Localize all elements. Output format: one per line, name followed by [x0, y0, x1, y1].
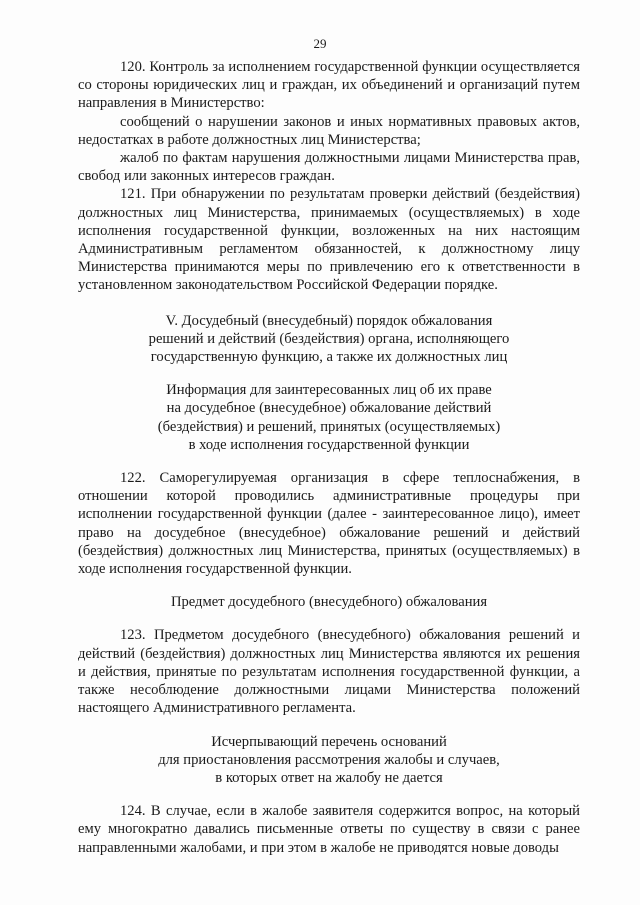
info-rights-heading: [78, 381, 580, 454]
page-number: 29: [313, 36, 327, 51]
heading-line: Информация для заинтересованных лиц об их праве: [166, 382, 492, 399]
heading-line: в которых ответ на жалобу не дается: [215, 769, 443, 786]
suspension-grounds-heading: [78, 733, 580, 788]
paragraph-120: 120. Контроль за исполнением государственной функции осуществляется со стороны юридических лиц и граждан, их объединений и организаций путем направления в Министерство:: [78, 59, 580, 112]
section-v-heading: [78, 312, 580, 367]
heading-line: государственную функцию, а также их должностных лиц: [150, 349, 508, 366]
heading-line: на досудебное (внесудебное) обжалование действий: [166, 400, 492, 417]
heading-line: в ходе исполнения государственной функции: [188, 436, 470, 453]
page-content: [78, 58, 580, 857]
paragraph-120-item-reports: сообщений о нарушении законов и иных нормативных правовых актов, недостатках в работе должностных лиц Министерства;: [78, 113, 580, 148]
heading-line: для приостановления рассмотрения жалобы и случаев,: [158, 751, 500, 768]
paragraph-124: 124. В случае, если в жалобе заявителя содержится вопрос, на который ему многократно давались письменные ответы по существу в связи с ранее направленными жалобами, и при этом в жалобе не приводятся новые доводы: [78, 803, 580, 856]
heading-line: Предмет досудебного (внесудебного) обжалования: [170, 594, 488, 611]
heading-line: (бездействия) и решений, принятых (осуществляемых): [157, 418, 501, 435]
paragraph-123: 123. Предметом досудебного (внесудебного) обжалования решений и действий (бездействия) должностных лиц Министерства являются их решения и действия, принятые по результатам исполнения государственной функции, а также несоблюдение должностными лицами Министерства положений настоящего Административного регламента.: [78, 627, 580, 717]
paragraph-121: 121. При обнаружении по результатам проверки действий (бездействия) должностных лиц Министерства, принимаемых (осуществляемых) в ходе исполнения государственной функции, возложенных на них настоящим Административным регламентом обязанностей, к должностному лицу Министерства принимаются меры по привлечению его к ответственности в установленном законодательством Российской Федерации порядке.: [78, 186, 580, 294]
paragraph-122: 122. Саморегулируемая организация в сфере теплоснабжения, в отношении которой проводились административные процедуры при исполнении государственной функции (далее - заинтересованное лицо), имеет право на досудебное (внесудебное) обжалование решений и действий (бездействия) должностных лиц Министерства, принятых (осуществляемых) в ходе исполнения государственной функции.: [78, 470, 580, 578]
paragraph-120-item-complaints: жалоб по фактам нарушения должностными лицами Министерства прав, свобод или законных интересов граждан.: [78, 150, 580, 185]
heading-line: V. Досудебный (внесудебный) порядок обжалования: [165, 312, 493, 329]
heading-line: решений и действий (бездействия) органа, исполняющего: [148, 330, 510, 347]
appeal-subject-heading: [78, 593, 580, 611]
heading-line: Исчерпывающий перечень оснований: [211, 733, 447, 750]
